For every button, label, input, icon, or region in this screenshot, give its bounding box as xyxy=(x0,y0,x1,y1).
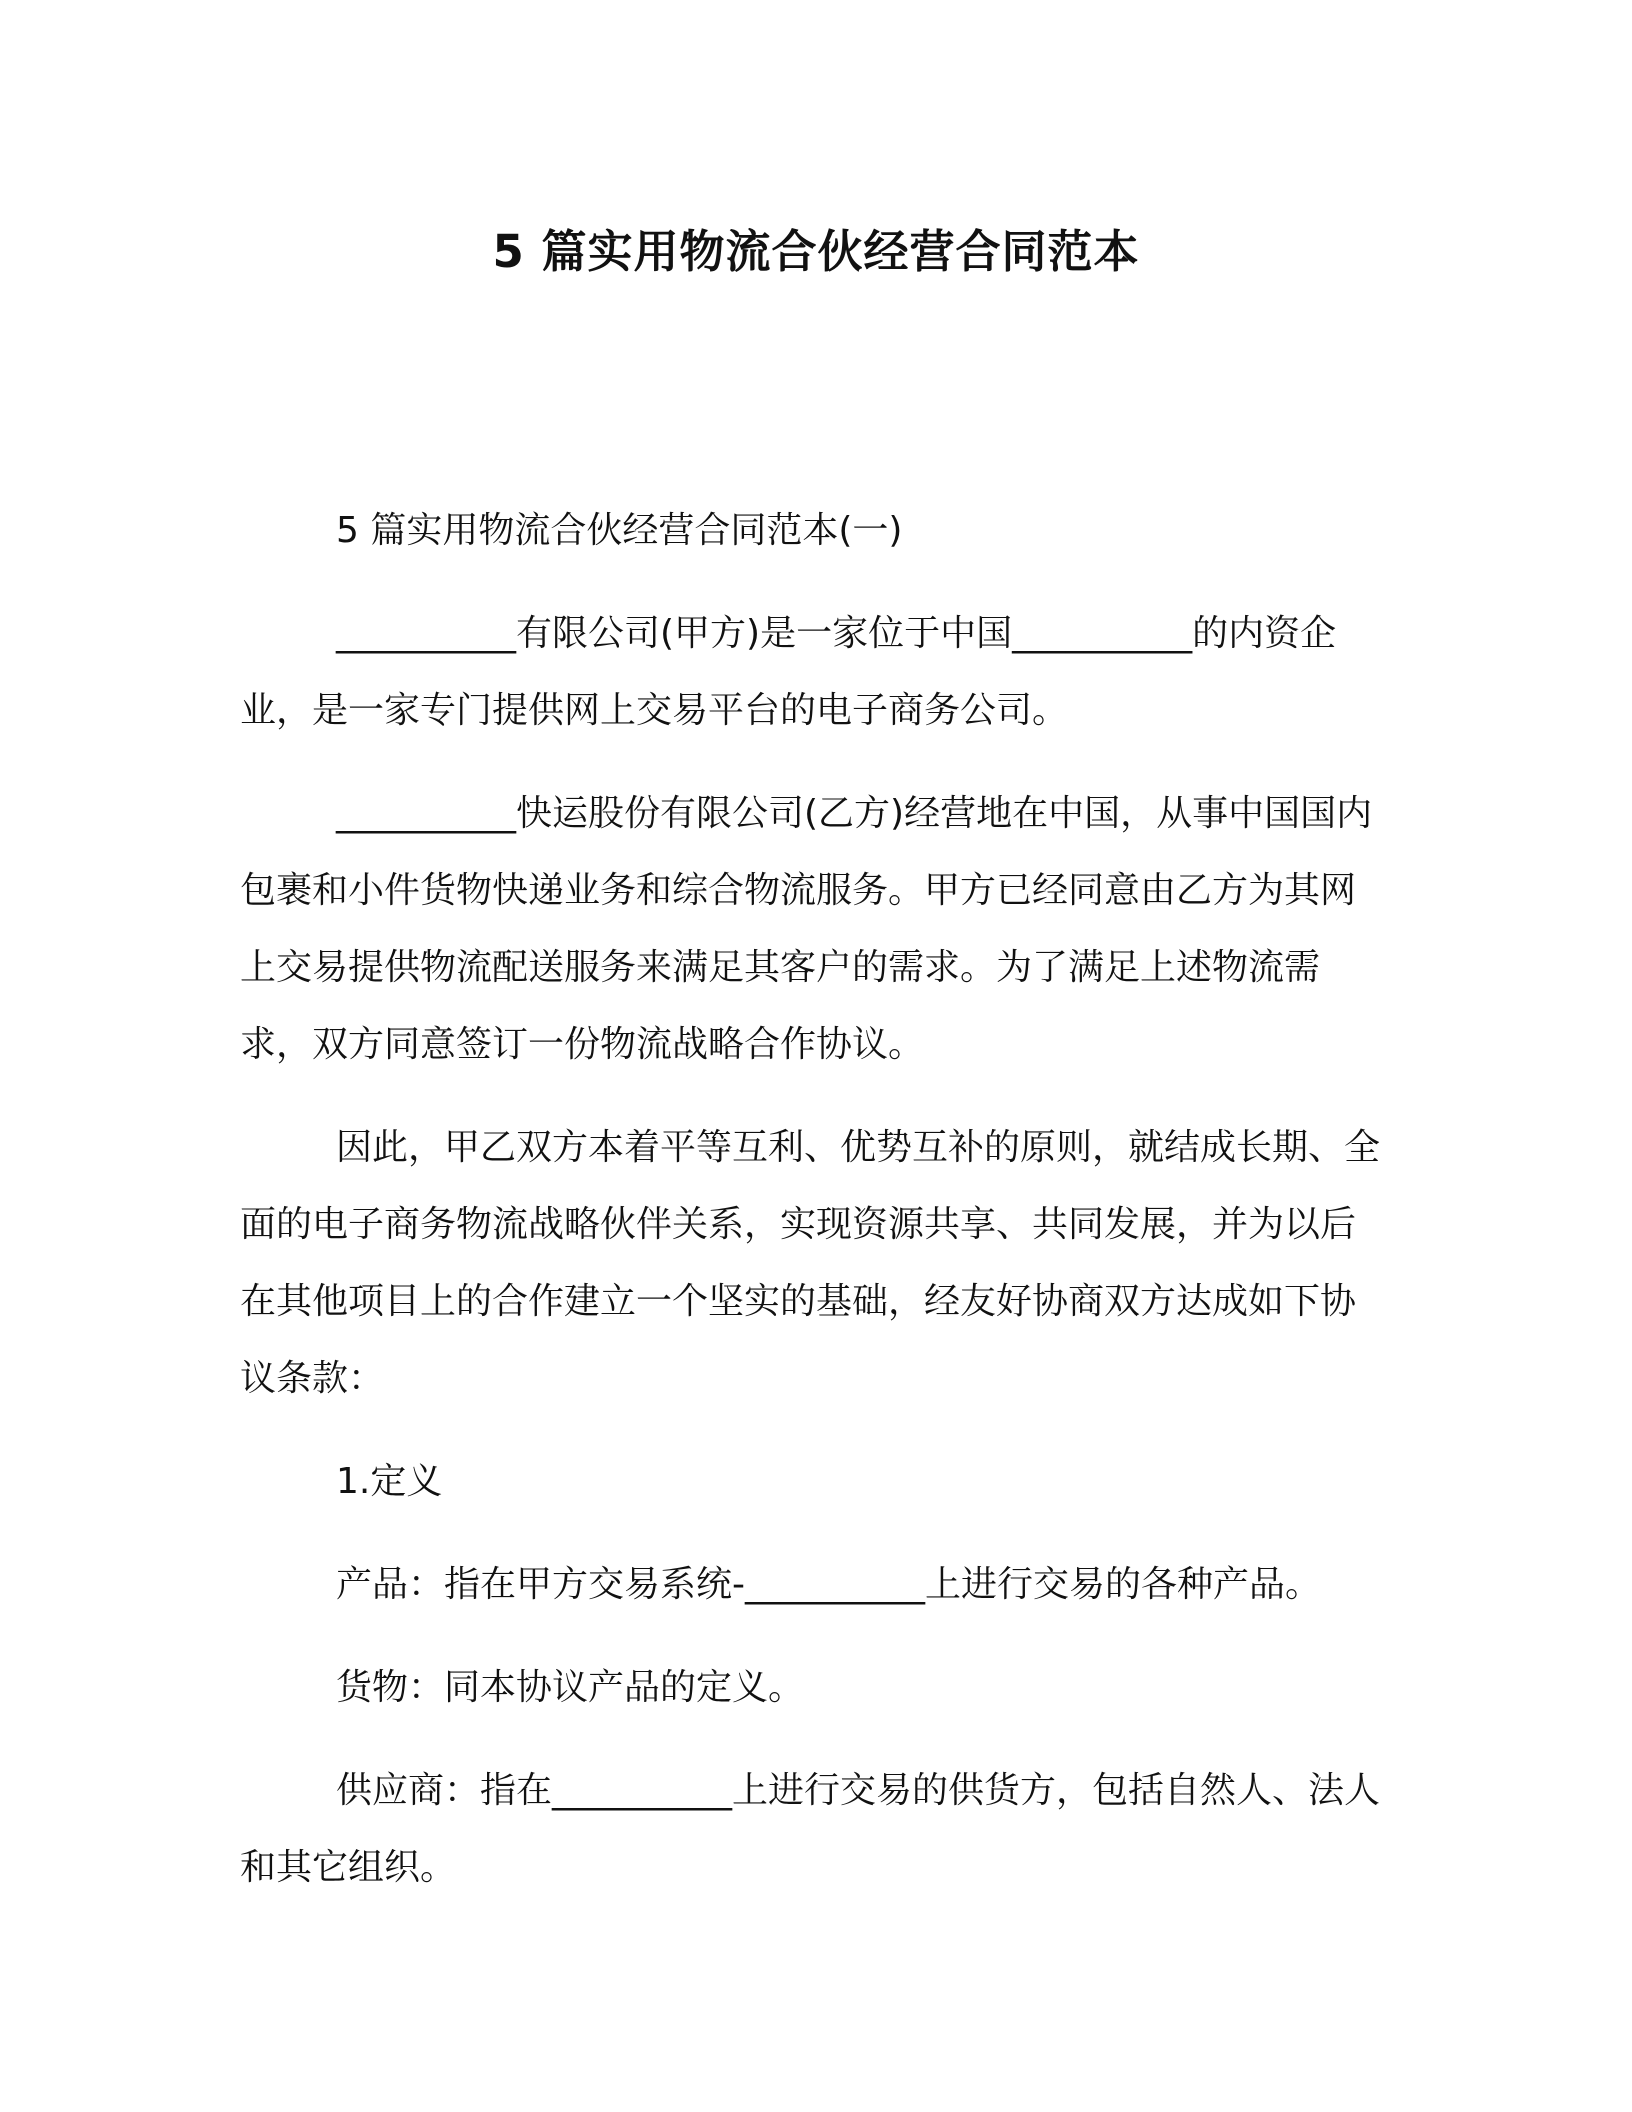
paragraph-party-b: __________快运股份有限公司(乙方)经营地在中国，从事中国国内包裹和小件货物快递业务和综合物流服务。甲方已经同意由乙方为其网上交易提供物流配送服务来满足其客户的需求。为了满足上述物流需求，双方同意签订一份物流战略合作协议。 xyxy=(240,793,1373,1065)
document-body xyxy=(240,492,1380,1932)
definition-supplier: 供应商：指在__________上进行交易的供货方，包括自然人、法人和其它组织。 xyxy=(240,1770,1381,1888)
paragraph-principles: 因此，甲乙双方本着平等互利、优势互补的原则，就结成长期、全面的电子商务物流战略伙伴关系，实现资源共享、共同发展，并为以后在其他项目上的合作建立一个坚实的基础，经友好协商双方达成如下协议条款： xyxy=(240,1127,1381,1399)
clause-heading-definitions: 1.定义 xyxy=(336,1461,443,1502)
definition-product: 产品：指在甲方交易系统-__________上进行交易的各种产品。 xyxy=(336,1564,1321,1605)
definition-goods: 货物：同本协议产品的定义。 xyxy=(336,1667,805,1708)
paragraph-party-a: __________有限公司(甲方)是一家位于中国__________的内资企业，是一家专门提供网上交易平台的电子商务公司。 xyxy=(240,613,1337,731)
document-title: 5 篇实用物流合伙经营合同范本 xyxy=(492,225,1140,278)
section-heading: 5 篇实用物流合伙经营合同范本(一) xyxy=(336,510,903,551)
